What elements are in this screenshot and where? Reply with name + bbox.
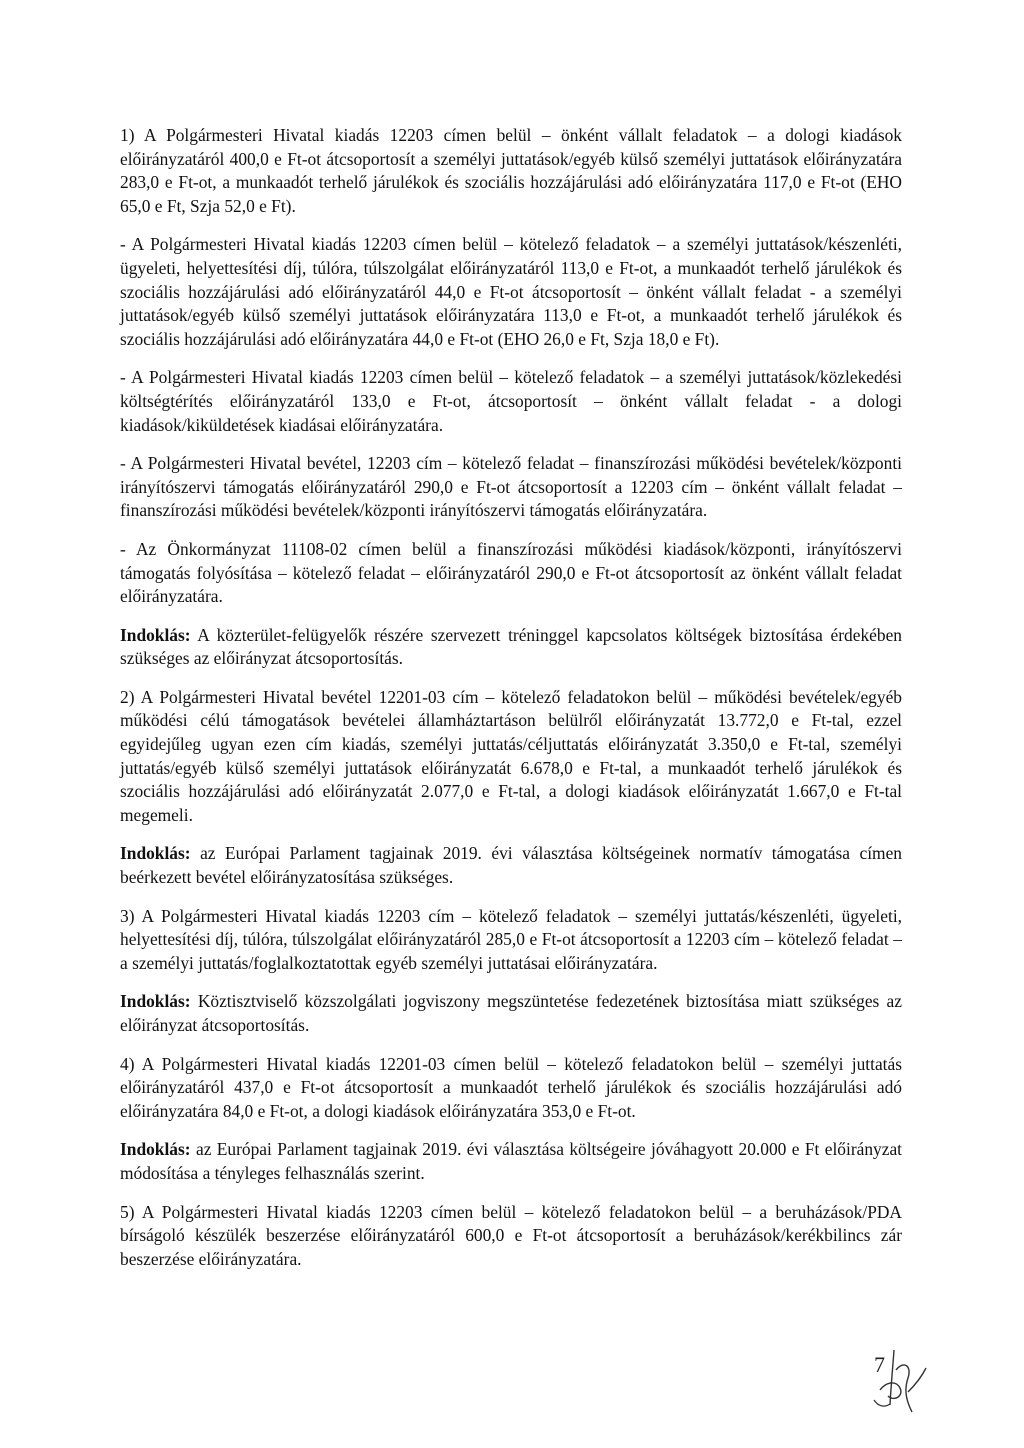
justification-label: Indoklás: [120, 991, 191, 1012]
paragraph-9: 5) A Polgármesteri Hivatal kiadás 12203 címen belül – kötelező feladatokon belül – a beruházások/PDA bírságoló készülék beszerzése előirányzatáról 600,0 e Ft-ot átcsoportosít a beruházások/kerékbilincs zár beszerzése előirányzatára. [120, 1201, 902, 1269]
justification-label: Indoklás: [120, 1139, 191, 1160]
page-number: 7 [874, 1352, 885, 1377]
justification-label: Indoklás: [120, 843, 191, 864]
paragraph-8: 4) A Polgármesteri Hivatal kiadás 12201-03 címen belül – kötelező feladatokon belül – személyi juttatás előirányzatáról 437,0 e Ft-ot átcsoportosít a munkaadót terhelő járulékok és szociális hozzájárulási adó előirányzatára 84,0 e Ft-ot, a dologi kiadások előirányzatára 353,0 e Ft-ot. [120, 1053, 902, 1121]
document-body [120, 124, 902, 1286]
justification-text: az Európai Parlament tagjainak 2019. évi választása költségeinek normatív támogatása címen beérkezett bevétel előirányzatosítása szükséges. [120, 843, 902, 888]
justification-2 [120, 842, 902, 889]
handwritten-signature-icon [860, 1330, 940, 1420]
paragraph-1: 1) A Polgármesteri Hivatal kiadás 12203 címen belül – önként vállalt feladatok – a dologi kiadások előirányzatáról 400,0 e Ft-ot átcsoportosít a személyi juttatások/egyéb külső személyi juttatások előirányzatára 283,0 e Ft-ot, a munkaadót terhelő járulékok és szociális hozzájárulási adó előirányzatára 117,0 e Ft-ot (EHO 65,0 e Ft, Szja 52,0 e Ft). [120, 125, 902, 216]
paragraph-3: - A Polgármesteri Hivatal kiadás 12203 címen belül – kötelező feladatok – a személyi juttatások/közlekedési költségtérítés előirányzatáról 133,0 e Ft-ot, átcsoportosít – önként vállalt feladat - a dologi kiadások/kiküldetések kiadásai előirányzatára. [120, 367, 902, 435]
justification-text: Köztisztviselő közszolgálati jogviszony megszüntetése fedezetének biztosítása miatt szükséges az előirányzat átcsoportosítás. [120, 991, 902, 1035]
paragraph-4: - A Polgármesteri Hivatal bevétel, 12203 cím – kötelező feladat – finanszírozási működési bevételek/központi irányítószervi támogatás előirányzatáról 290,0 e Ft-ot átcsoportosít a 12203 cím – önként vállalt feladat – finanszírozási működési bevételek/központi irányítószervi támogatás előirányzatára. [120, 453, 902, 521]
justification-text: az Európai Parlament tagjainak 2019. évi választása költségeire jóváhagyott 20.000 e Ft előirányzat módosítása a tényleges felhasználás szerint. [120, 1139, 902, 1183]
paragraph-6: 2) A Polgármesteri Hivatal bevétel 12201-03 cím – kötelező feladatokon belül – működési bevételek/egyéb működési célú támogatások bevételei államháztartáson belülről előirányzatát 13.772,0 e Ft-tal, ezzel egyidejűleg ugyan ezen cím kiadás, személyi juttatás/céljuttatás előirányzatát 3.350,0 e Ft-tal, személyi juttatás/egyéb külső személyi juttatások előirányzatát 6.678,0 e Ft-tal, a munkaadót terhelő járulékok és szociális hozzájárulási adó előirányzatát 2.077,0 e Ft-tal, a dologi kiadások előirányzatát 1.667,0 e Ft-tal megemeli. [120, 686, 902, 825]
justification-3 [120, 990, 902, 1037]
justification-1 [120, 624, 902, 671]
paragraph-7: 3) A Polgármesteri Hivatal kiadás 12203 cím – kötelező feladatok – személyi juttatás/készenléti, ügyeleti, helyettesítési díj, túlóra, túlszolgálat előirányzatáról 285,0 e Ft-ot átcsoportosít a 12203 cím – kötelező feladat – a személyi juttatás/foglalkoztatottak egyéb személyi juttatásai előirányzatára. [120, 905, 902, 973]
paragraph-2: - A Polgármesteri Hivatal kiadás 12203 címen belül – kötelező feladatok – a személyi juttatások/készenléti, ügyeleti, helyettesítési díj, túlóra, túlszolgálat előirányzatáról 113,0 e Ft-ot, a munkaadót terhelő járulékok és szociális hozzájárulási adó előirányzatáról 44,0 e Ft-ot átcsoportosít – önként vállalt feladat - a személyi juttatások/egyéb külső személyi juttatások előirányzatára 113,0 e Ft-ot, a munkaadót terhelő járulékok és szociális hozzájárulási adó előirányzatára 44,0 e Ft-ot (EHO 26,0 e Ft, Szja 18,0 e Ft). [120, 234, 902, 349]
justification-label: Indoklás: [120, 624, 191, 645]
paragraph-5: - Az Önkormányzat 11108-02 címen belül a finanszírozási működési kiadások/központi, irányítószervi támogatás folyósítása – kötelező feladat – előirányzatáról 290,0 e Ft-ot átcsoportosít az önként vállalt feladat előirányzatára. [120, 538, 902, 607]
justification-4 [120, 1138, 902, 1185]
justification-text: A közterület-felügyelők részére szervezett tréninggel kapcsolatos költségek biztosítása érdekében szükséges az előirányzat átcsoportosítás. [120, 624, 902, 669]
